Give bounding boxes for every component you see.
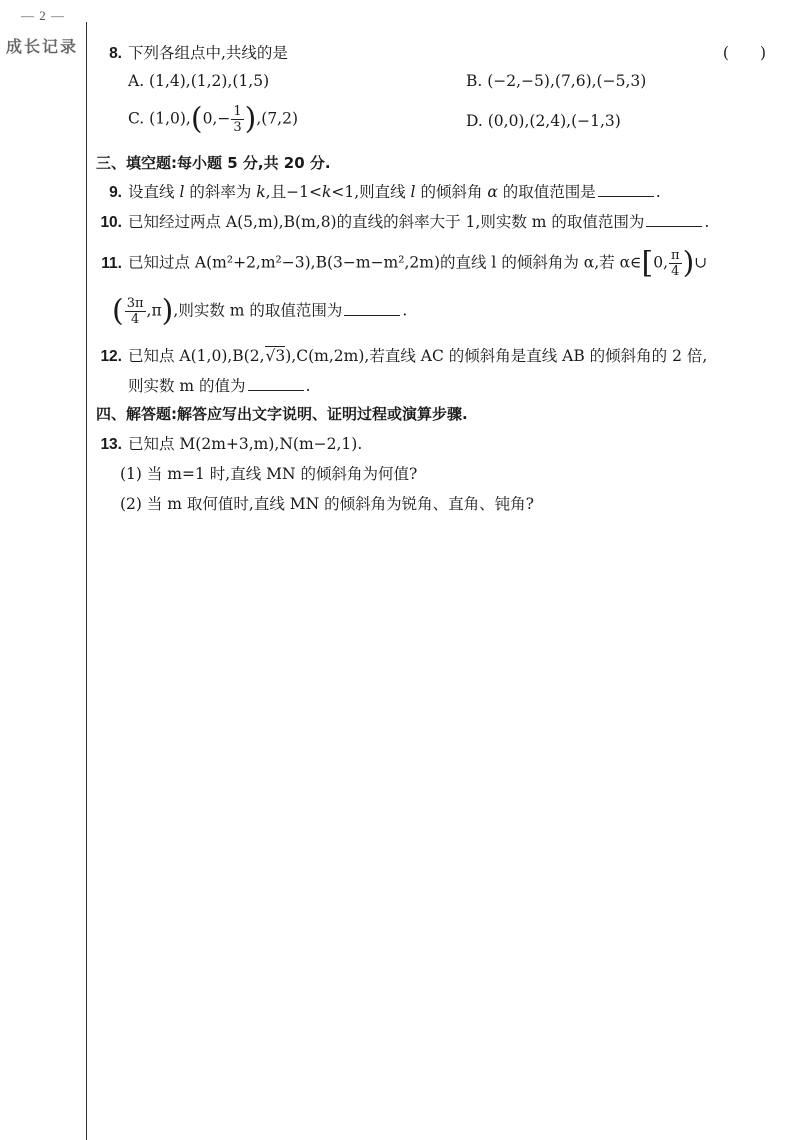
fraction (125, 296, 146, 327)
interval-start: 0, (653, 253, 669, 272)
section-fill-in: 三、填空题:每小题 5 分,共 20 分. (96, 154, 331, 172)
period: . (704, 213, 710, 231)
q13-text: 已知点 M(2m+3,m),N(m−2,1). (128, 435, 363, 453)
q9-text: 的斜率为 (184, 183, 257, 201)
side-label: 成长记录 (5, 37, 78, 56)
q11-line2 (112, 293, 408, 329)
fraction-numerator: 3π (126, 296, 144, 311)
q13-part1: (1) 当 m=1 时,直线 MN 的倾斜角为何值? (120, 465, 418, 483)
q11-line1 (96, 245, 708, 281)
q11-text: ,则实数 m 的取值范围为 (173, 301, 343, 320)
q8-answer-bracket: ( ) (722, 44, 766, 62)
fraction (669, 248, 682, 279)
answer-blank[interactable] (344, 301, 400, 316)
q12-number: 12. (100, 348, 122, 365)
q9-number: 9. (109, 184, 122, 201)
section-solutions: 四、解答题:解答应写出文字说明、证明过程或演算步骤. (96, 405, 468, 423)
q8-option-c-mid: 0,− (202, 109, 231, 128)
fraction-numerator: π (671, 248, 680, 263)
q12-line2 (128, 374, 311, 396)
page-number: — 2 — (21, 8, 65, 23)
q8-option-a: A. (1,4),(1,2),(1,5) (128, 72, 270, 90)
q11-text: 已知过点 A(m²+2,m²−3),B(3−m−m²,2m)的直线 l 的倾斜角为 α,若 α∈ (128, 253, 642, 272)
margin-divider (86, 22, 87, 1140)
q12-line1 (96, 344, 707, 366)
q10-text: 已知经过两点 A(5,m),B(m,8)的直线的斜率大于 1,则实数 m 的取值范围为 (128, 213, 645, 231)
q13-part2: (2) 当 m 取何值时,直线 MN 的倾斜角为锐角、直角、钝角? (120, 495, 534, 513)
q9-text: 设直线 (128, 183, 180, 201)
left-paren: ( (112, 293, 124, 329)
q9-text: <1,则直线 (331, 183, 411, 201)
q8-option-c-post: ,(7,2) (256, 109, 299, 128)
q8-stem (96, 41, 288, 63)
fraction-denominator: 4 (671, 264, 680, 279)
q11-number: 11. (101, 254, 122, 272)
q10 (96, 210, 709, 232)
q8-option-b: B. (−2,−5),(7,6),(−5,3) (466, 72, 647, 90)
answer-blank[interactable] (646, 212, 702, 227)
right-paren: ) (161, 293, 174, 329)
q8-option-d: D. (0,0),(2,4),(−1,3) (466, 112, 621, 130)
q8-option-c (128, 101, 299, 137)
q9-text: 的倾斜角 (415, 183, 488, 201)
q8-number: 8. (109, 45, 122, 62)
left-paren: ( (190, 101, 203, 137)
var-l: l (410, 183, 416, 201)
q13-stem (96, 432, 362, 454)
var-l: l (179, 183, 185, 201)
q8-option-c-pre: C. (1,0), (128, 109, 191, 128)
q12-text: 则实数 m 的值为 (128, 377, 246, 395)
q9 (96, 180, 661, 202)
fraction-denominator: 4 (130, 312, 140, 327)
right-paren: ) (244, 101, 257, 137)
answer-blank[interactable] (248, 376, 304, 391)
left-bracket: [ (641, 245, 654, 281)
interval-end: ,π (146, 301, 162, 320)
fraction-numerator: 1 (233, 104, 242, 119)
answer-blank[interactable] (598, 182, 654, 197)
fraction (231, 104, 243, 135)
fraction-denominator: 3 (233, 120, 242, 135)
var-k: k (256, 183, 266, 201)
period: . (655, 183, 661, 201)
q8-text: 下列各组点中,共线的是 (128, 44, 288, 62)
q9-text: 的取值范围是 (497, 183, 596, 201)
union-symbol: ∪ (694, 253, 708, 272)
q13-number: 13. (100, 436, 122, 453)
q12-text: 已知点 A(1,0),B(2, (128, 347, 265, 365)
var-alpha: α (487, 183, 498, 201)
period: . (402, 301, 408, 320)
sqrt-three: √3 (265, 347, 286, 365)
var-k: k (321, 183, 332, 201)
q10-number: 10. (100, 214, 122, 231)
right-paren: ) (682, 245, 695, 281)
q9-text: ,且−1< (265, 183, 322, 201)
period: . (305, 377, 311, 395)
q12-text: ),C(m,2m),若直线 AC 的倾斜角是直线 AB 的倾斜角的 2 倍, (285, 347, 708, 365)
